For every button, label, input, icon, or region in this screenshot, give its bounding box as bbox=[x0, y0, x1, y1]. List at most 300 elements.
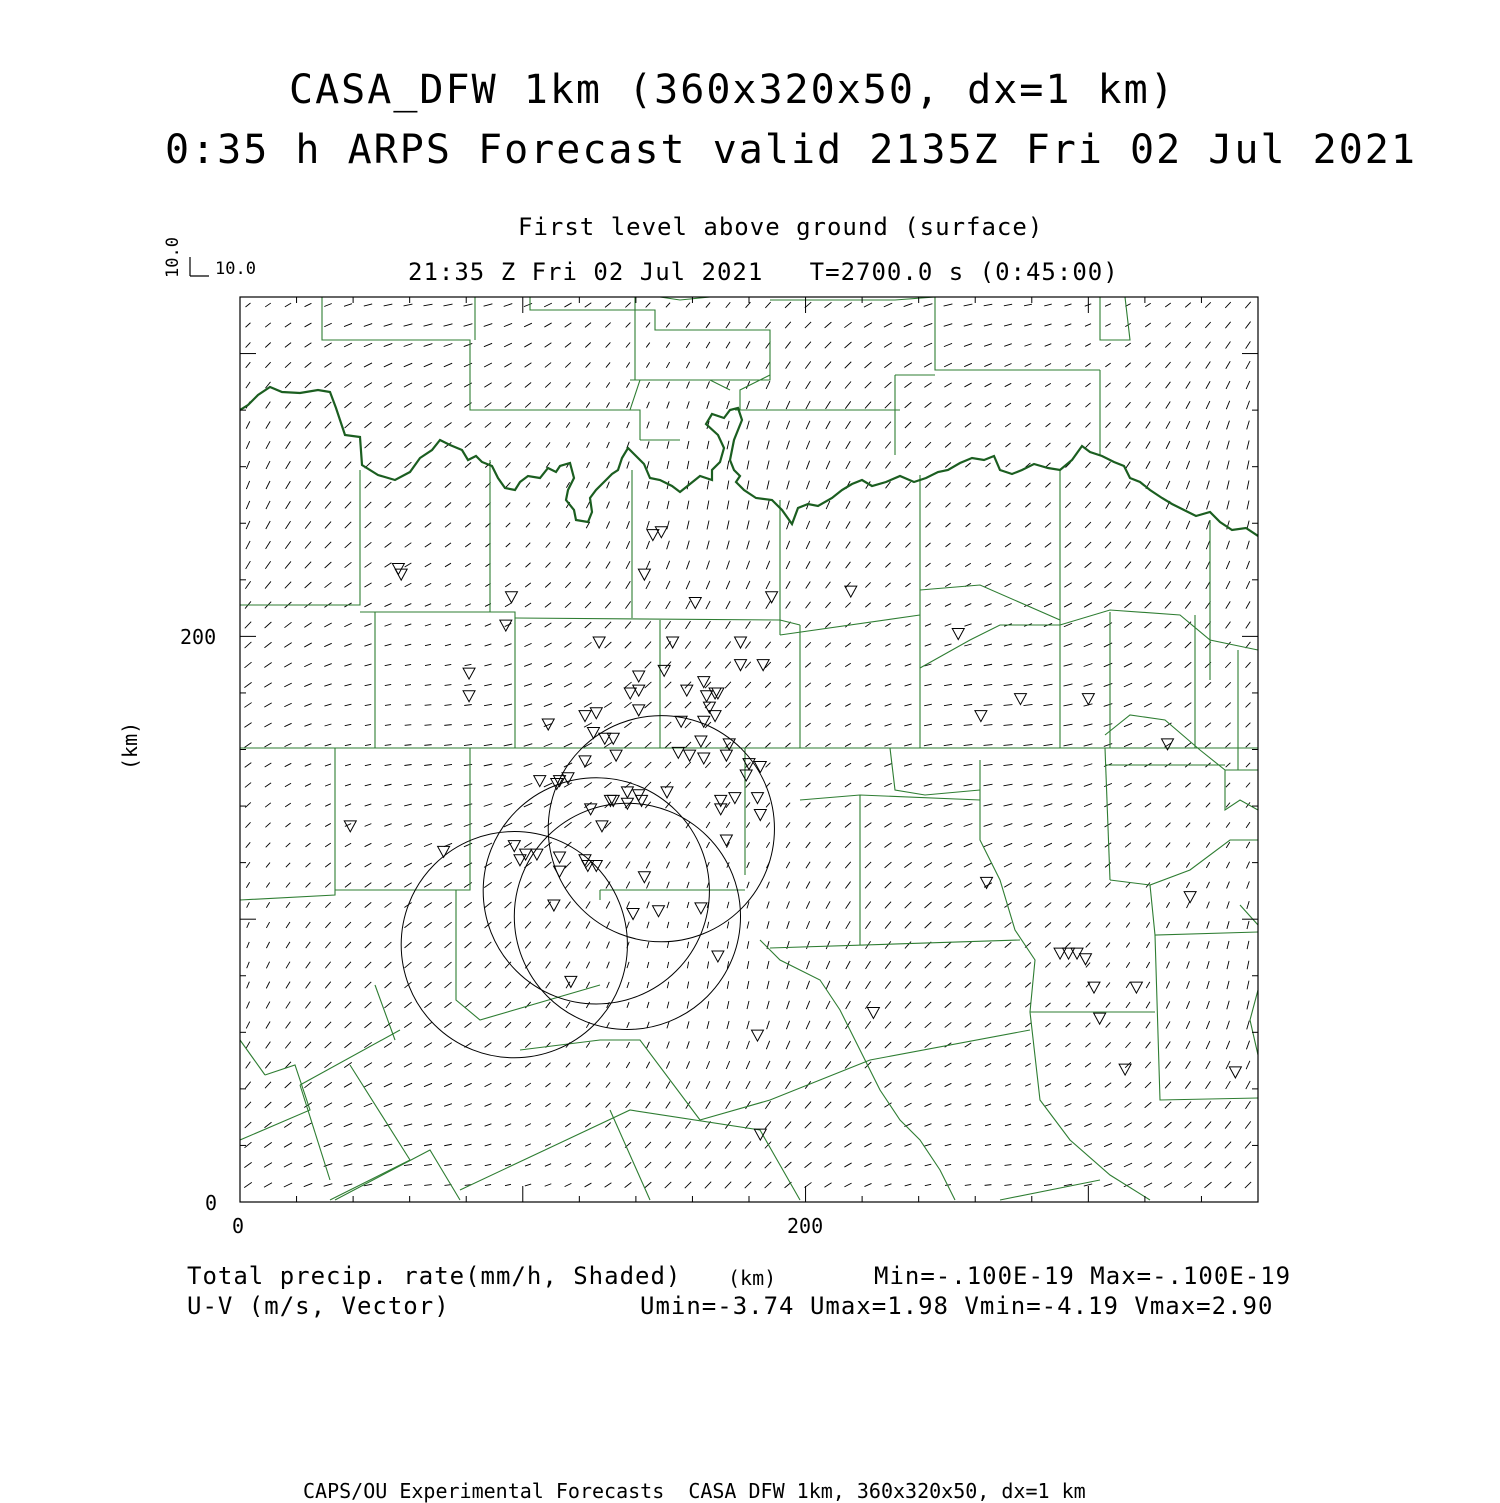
wind-vector bbox=[284, 622, 291, 627]
wind-vector bbox=[1226, 361, 1230, 368]
wind-vector bbox=[805, 342, 811, 349]
wind-vector bbox=[284, 723, 291, 726]
wind-vector bbox=[1045, 403, 1050, 406]
wind-vector bbox=[905, 1083, 912, 1087]
wind-vector bbox=[444, 784, 452, 786]
wind-vector bbox=[924, 383, 931, 388]
wind-vector bbox=[424, 982, 431, 988]
wind-vector bbox=[745, 1142, 751, 1149]
wind-vector bbox=[445, 503, 451, 508]
wind-vector bbox=[404, 1164, 412, 1165]
wind-vector bbox=[727, 1021, 729, 1029]
wind-vector bbox=[845, 822, 851, 827]
wind-vector bbox=[1044, 843, 1052, 847]
wind-vector bbox=[566, 962, 570, 969]
wind-vector bbox=[606, 1042, 609, 1047]
wind-vector bbox=[825, 703, 830, 706]
wind-vector bbox=[984, 902, 991, 907]
wind-vector bbox=[1124, 743, 1132, 746]
wind-vector bbox=[484, 664, 491, 666]
wind-vector bbox=[465, 982, 472, 988]
wind-vector bbox=[424, 843, 432, 846]
wind-vector bbox=[905, 583, 910, 587]
wind-vector bbox=[606, 901, 610, 908]
wind-vector bbox=[1227, 461, 1229, 470]
wind-vector bbox=[1045, 983, 1050, 988]
county-line bbox=[520, 1040, 700, 1120]
wind-vector bbox=[1165, 342, 1170, 347]
wind-vector bbox=[1165, 303, 1171, 307]
wind-vector bbox=[506, 523, 511, 527]
wind-vector bbox=[845, 783, 851, 787]
wind-vector bbox=[505, 902, 512, 908]
wind-vector bbox=[504, 363, 511, 367]
wind-vector bbox=[686, 842, 689, 848]
wind-vector bbox=[905, 603, 910, 606]
wind-vector bbox=[1187, 981, 1190, 988]
wind-vector bbox=[1023, 704, 1032, 705]
wind-vector bbox=[745, 682, 751, 688]
wind-vector bbox=[1025, 1104, 1031, 1106]
wind-vector bbox=[605, 1123, 610, 1128]
wind-vector bbox=[726, 1061, 729, 1069]
station-icon bbox=[735, 637, 747, 648]
wind-vector bbox=[1206, 882, 1209, 888]
wind-vector bbox=[865, 421, 870, 428]
wind-vector bbox=[747, 882, 749, 888]
wind-vector bbox=[244, 1162, 251, 1167]
wind-vector bbox=[1247, 941, 1249, 949]
wind-vector bbox=[945, 922, 952, 928]
wind-vector bbox=[365, 922, 371, 928]
wind-vector bbox=[1124, 723, 1132, 726]
wind-vector bbox=[645, 1182, 652, 1188]
wind-vector bbox=[1044, 324, 1051, 326]
vector-label: U-V (m/s, Vector) bbox=[187, 1292, 450, 1320]
vector-key-v-label: 10.0 bbox=[163, 237, 183, 278]
wind-vector bbox=[566, 522, 570, 528]
wind-vector bbox=[265, 1062, 270, 1069]
wind-vector bbox=[904, 1103, 911, 1107]
wind-vector bbox=[747, 541, 750, 550]
wind-vector bbox=[627, 982, 629, 988]
wind-vector bbox=[385, 644, 392, 646]
station-icon bbox=[1130, 982, 1142, 993]
wind-vector bbox=[1064, 804, 1072, 807]
wind-vector bbox=[667, 421, 669, 428]
wind-vector bbox=[544, 663, 552, 667]
wind-vector bbox=[404, 764, 411, 765]
wind-vector bbox=[445, 685, 452, 686]
wind-vector bbox=[325, 481, 331, 488]
wind-vector bbox=[746, 561, 749, 570]
county-line bbox=[1150, 885, 1258, 935]
wind-vector bbox=[306, 902, 311, 908]
wind-vector bbox=[904, 704, 911, 706]
wind-vector bbox=[944, 882, 952, 887]
wind-vector bbox=[1186, 561, 1191, 569]
station-icon bbox=[599, 733, 611, 744]
wind-vector bbox=[525, 1063, 531, 1067]
wind-vector bbox=[525, 1184, 531, 1186]
wind-vector bbox=[747, 981, 749, 989]
wind-vector bbox=[1227, 501, 1229, 510]
wind-vector bbox=[705, 1141, 711, 1148]
station-icon bbox=[554, 852, 566, 863]
wind-vector bbox=[1085, 902, 1090, 907]
wind-vector bbox=[305, 1002, 310, 1009]
wind-vector bbox=[364, 363, 372, 367]
wind-vector bbox=[645, 1122, 650, 1128]
wind-vector bbox=[707, 961, 708, 968]
wind-vector bbox=[1125, 521, 1130, 528]
wind-vector bbox=[344, 323, 352, 326]
wind-vector bbox=[1144, 723, 1152, 727]
wind-vector bbox=[646, 343, 650, 348]
wind-vector bbox=[305, 582, 312, 588]
wind-vector bbox=[825, 302, 832, 307]
wind-vector bbox=[805, 663, 811, 668]
wind-vector bbox=[324, 684, 331, 686]
wind-vector bbox=[284, 1183, 292, 1187]
wind-vector bbox=[766, 581, 770, 589]
wind-vector bbox=[404, 403, 412, 408]
wind-vector bbox=[646, 1082, 650, 1088]
wind-vector bbox=[944, 664, 951, 666]
wind-vector bbox=[364, 1063, 372, 1068]
wind-vector bbox=[584, 723, 592, 727]
wind-vector bbox=[1105, 324, 1110, 327]
wind-vector bbox=[464, 684, 471, 685]
wind-vector bbox=[424, 324, 433, 326]
wind-vector bbox=[985, 1023, 991, 1027]
wind-vector bbox=[1207, 921, 1210, 928]
county-line bbox=[800, 795, 980, 800]
wind-vector bbox=[985, 1124, 991, 1126]
wind-vector bbox=[707, 401, 710, 409]
station-icon bbox=[508, 841, 520, 852]
wind-vector bbox=[345, 704, 352, 706]
wind-vector bbox=[707, 441, 709, 449]
wind-vector bbox=[665, 1122, 670, 1129]
wind-vector bbox=[787, 481, 790, 490]
wind-vector bbox=[266, 481, 270, 489]
wind-vector bbox=[444, 1144, 452, 1145]
wind-vector bbox=[687, 1001, 689, 1008]
wind-vector bbox=[1165, 1082, 1171, 1089]
wind-vector bbox=[465, 624, 471, 626]
wind-vector bbox=[885, 583, 890, 587]
wind-vector bbox=[687, 1041, 690, 1048]
wind-vector bbox=[506, 482, 511, 487]
wind-vector bbox=[1004, 843, 1012, 846]
county-line bbox=[1105, 715, 1258, 770]
wind-vector bbox=[625, 1162, 631, 1167]
wind-vector bbox=[787, 441, 790, 450]
wind-vector bbox=[667, 1002, 669, 1009]
wind-vector bbox=[264, 1142, 271, 1147]
wind-vector bbox=[384, 324, 393, 327]
wind-vector bbox=[1045, 383, 1051, 386]
county-line bbox=[760, 940, 955, 1200]
wind-vector bbox=[505, 583, 511, 587]
wind-vector bbox=[965, 942, 972, 948]
wind-vector bbox=[304, 704, 311, 707]
wind-vector bbox=[985, 1084, 991, 1087]
wind-vector bbox=[687, 401, 690, 408]
wind-vector bbox=[787, 501, 790, 510]
wind-vector bbox=[806, 822, 811, 827]
wind-vector bbox=[806, 581, 811, 588]
wind-vector bbox=[325, 744, 332, 746]
wind-vector bbox=[1185, 322, 1190, 327]
wind-vector bbox=[965, 1043, 971, 1047]
wind-vector bbox=[747, 461, 749, 470]
wind-vector bbox=[685, 641, 691, 648]
wind-vector bbox=[245, 802, 251, 807]
wind-vector bbox=[905, 543, 910, 548]
wind-vector bbox=[1166, 922, 1169, 928]
wind-vector bbox=[544, 783, 552, 787]
wind-vector bbox=[845, 704, 850, 707]
wind-vector bbox=[1025, 1144, 1032, 1145]
wind-vector bbox=[1003, 725, 1012, 726]
wind-vector bbox=[844, 322, 851, 327]
wind-vector bbox=[786, 763, 791, 767]
wind-vector bbox=[904, 363, 912, 368]
wind-vector bbox=[304, 724, 311, 727]
wind-vector bbox=[1246, 822, 1250, 828]
wind-vector bbox=[325, 562, 332, 568]
wind-vector bbox=[1065, 883, 1071, 888]
wind-vector bbox=[266, 1002, 270, 1009]
wind-vector bbox=[485, 403, 492, 408]
wind-vector bbox=[465, 503, 471, 508]
wind-vector bbox=[1124, 643, 1132, 648]
wind-vector bbox=[586, 482, 589, 488]
wind-vector bbox=[305, 803, 311, 806]
wind-vector bbox=[604, 702, 612, 707]
station-icon bbox=[661, 787, 673, 798]
wind-vector bbox=[984, 624, 991, 626]
wind-vector bbox=[264, 663, 271, 668]
wind-vector bbox=[1006, 463, 1011, 467]
station-icon bbox=[720, 750, 732, 761]
wind-vector bbox=[305, 323, 312, 327]
wind-vector bbox=[905, 1002, 911, 1009]
wind-vector bbox=[707, 922, 708, 928]
wind-vector bbox=[585, 842, 591, 848]
wind-vector bbox=[825, 723, 830, 726]
wind-vector bbox=[1045, 1063, 1050, 1066]
wind-vector bbox=[864, 303, 872, 307]
wind-vector bbox=[747, 921, 749, 928]
wind-vector bbox=[885, 644, 890, 647]
station-icon bbox=[1063, 948, 1075, 959]
y-axis-label: (km) bbox=[118, 721, 142, 770]
wind-vector bbox=[425, 624, 431, 626]
wind-vector bbox=[404, 1124, 412, 1126]
county-line bbox=[1000, 1180, 1100, 1200]
wind-vector bbox=[1165, 581, 1171, 588]
wind-vector bbox=[384, 343, 393, 346]
wind-vector bbox=[1043, 744, 1052, 745]
wind-vector bbox=[785, 322, 791, 328]
wind-vector bbox=[746, 322, 751, 328]
wind-vector bbox=[1044, 1144, 1051, 1146]
wind-vector bbox=[747, 421, 749, 429]
wind-vector bbox=[1105, 383, 1110, 387]
wind-vector bbox=[1044, 823, 1052, 826]
wind-vector bbox=[365, 684, 372, 685]
wind-vector bbox=[944, 383, 951, 387]
wind-vector bbox=[1144, 642, 1151, 647]
wind-vector bbox=[285, 362, 291, 367]
wind-vector bbox=[266, 902, 269, 907]
wind-vector bbox=[687, 541, 690, 550]
wind-vector bbox=[304, 1183, 313, 1186]
wind-vector bbox=[1045, 344, 1052, 347]
wind-vector bbox=[545, 1103, 550, 1106]
wind-vector bbox=[1085, 1043, 1090, 1047]
wind-vector bbox=[246, 382, 250, 388]
wind-vector bbox=[365, 863, 372, 867]
wind-vector bbox=[1023, 725, 1032, 726]
wind-vector bbox=[1166, 541, 1171, 549]
wind-vector bbox=[1247, 481, 1249, 490]
wind-vector bbox=[685, 1142, 691, 1149]
wind-vector bbox=[786, 581, 790, 589]
wind-vector bbox=[424, 403, 432, 408]
wind-vector bbox=[983, 784, 992, 786]
wind-vector bbox=[964, 902, 971, 907]
wind-vector bbox=[1025, 503, 1030, 507]
wind-vector bbox=[945, 1022, 952, 1027]
wind-vector bbox=[1126, 402, 1131, 408]
wind-vector bbox=[586, 562, 591, 568]
wind-vector bbox=[1065, 522, 1071, 527]
wind-vector bbox=[646, 842, 650, 849]
wind-vector bbox=[444, 1043, 451, 1048]
wind-vector bbox=[646, 581, 650, 589]
wind-vector bbox=[244, 1182, 252, 1187]
wind-vector bbox=[1106, 943, 1110, 948]
wind-vector bbox=[964, 624, 971, 626]
wind-vector bbox=[404, 883, 411, 888]
wind-vector bbox=[747, 862, 750, 868]
wind-vector bbox=[904, 862, 911, 867]
wind-vector bbox=[286, 863, 290, 867]
wind-vector bbox=[284, 683, 291, 687]
wind-vector bbox=[606, 582, 611, 589]
wind-vector bbox=[566, 1002, 570, 1008]
county-line bbox=[240, 1040, 265, 1075]
wind-vector bbox=[325, 863, 331, 867]
wind-vector bbox=[384, 1083, 392, 1087]
wind-vector bbox=[305, 1042, 311, 1048]
wind-vector bbox=[324, 304, 331, 307]
wind-vector bbox=[646, 882, 649, 889]
wind-vector bbox=[1085, 843, 1092, 847]
wind-vector bbox=[565, 1163, 571, 1166]
wind-vector bbox=[1085, 863, 1091, 868]
wind-vector bbox=[344, 1164, 353, 1166]
wind-vector bbox=[304, 643, 311, 647]
wind-vector bbox=[545, 363, 551, 368]
wind-vector bbox=[905, 922, 911, 929]
wind-vector bbox=[1184, 1162, 1191, 1168]
wind-vector bbox=[585, 1143, 591, 1147]
wind-vector bbox=[504, 684, 512, 686]
wind-vector bbox=[1164, 1162, 1172, 1167]
wind-vector bbox=[845, 842, 851, 848]
wind-vector bbox=[925, 462, 931, 468]
wind-vector bbox=[1025, 364, 1032, 367]
precip-label: Total precip. rate(mm/h, Shaded) bbox=[187, 1262, 682, 1290]
wind-vector bbox=[1044, 603, 1052, 607]
wind-vector bbox=[1207, 961, 1209, 969]
wind-vector bbox=[464, 343, 472, 346]
wind-vector bbox=[385, 563, 392, 567]
wind-vector bbox=[747, 481, 749, 490]
station-icon bbox=[695, 736, 707, 747]
wind-vector bbox=[1226, 601, 1230, 608]
wind-vector bbox=[344, 1042, 351, 1048]
wind-vector bbox=[1104, 663, 1112, 667]
wind-vector bbox=[444, 863, 452, 867]
wind-vector bbox=[726, 601, 730, 609]
wind-vector bbox=[1146, 422, 1151, 429]
wind-vector bbox=[305, 441, 310, 448]
wind-vector bbox=[325, 1022, 331, 1028]
wind-vector bbox=[585, 642, 592, 647]
wind-vector bbox=[925, 604, 931, 607]
wind-vector bbox=[846, 562, 851, 568]
wind-vector bbox=[265, 803, 271, 807]
wind-vector bbox=[1065, 363, 1071, 366]
wind-vector bbox=[924, 363, 932, 367]
wind-vector bbox=[325, 883, 330, 888]
wind-vector bbox=[1246, 862, 1249, 869]
wind-vector bbox=[687, 902, 689, 908]
wind-vector bbox=[1126, 923, 1130, 928]
wind-vector bbox=[286, 922, 290, 928]
wind-vector bbox=[1124, 1163, 1132, 1167]
wind-vector bbox=[1145, 303, 1150, 306]
wind-vector bbox=[365, 902, 372, 907]
wind-vector bbox=[424, 922, 431, 928]
wind-vector bbox=[245, 1102, 251, 1108]
wind-vector bbox=[825, 683, 831, 687]
wind-vector bbox=[1226, 1081, 1231, 1089]
wind-vector bbox=[364, 1144, 373, 1146]
wind-vector bbox=[865, 643, 870, 646]
wind-vector bbox=[325, 902, 330, 907]
wind-vector bbox=[787, 521, 790, 530]
wind-vector bbox=[844, 303, 852, 308]
wind-vector bbox=[1166, 402, 1170, 409]
wind-vector bbox=[826, 1041, 831, 1049]
station-icon bbox=[751, 1030, 763, 1041]
wind-vector bbox=[526, 543, 531, 548]
wind-vector bbox=[1066, 403, 1071, 407]
wind-vector bbox=[384, 442, 391, 448]
wind-vector bbox=[1166, 441, 1170, 449]
wind-vector bbox=[985, 942, 992, 947]
wind-vector bbox=[505, 1144, 511, 1146]
wind-vector bbox=[686, 601, 690, 609]
wind-vector bbox=[344, 623, 351, 626]
